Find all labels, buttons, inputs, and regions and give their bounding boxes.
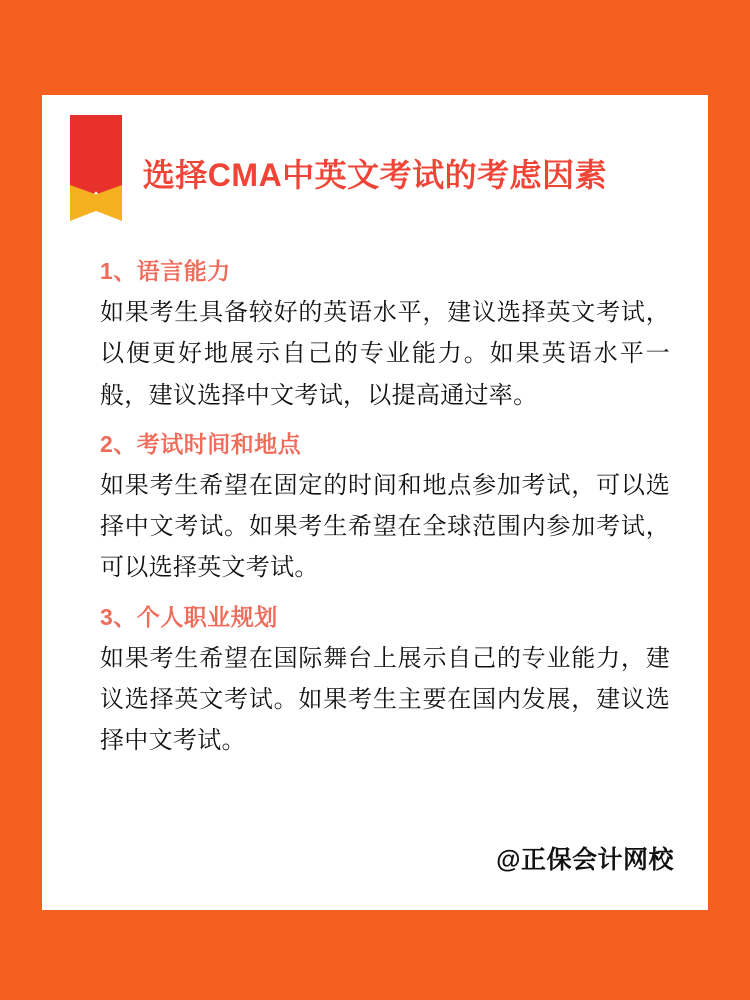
section-paragraph: 如果考生希望在固定的时间和地点参加考试，可以选择中文考试。如果考生希望在全球范围内参加考试，可以选择英文考试。	[100, 471, 670, 582]
watermark-signature: @正保会计网校	[496, 846, 674, 874]
page-title: 选择CMA中英文考试的考虑因素	[142, 157, 608, 193]
section-heading: 1、语言能力	[100, 258, 231, 284]
section-heading: 3、个人职业规划	[100, 603, 278, 630]
section-item	[100, 426, 670, 589]
section-paragraph: 如果考生希望在国际舞台上展示自己的专业能力，建议选择英文考试。如果考生主要在国内发展，建议选择中文考试。	[100, 644, 670, 755]
section-paragraph: 如果考生具备较好的英语水平，建议选择英文考试，以便更好地展示自己的专业能力。如果英语水平一般，建议选择中文考试，以提高通过率。	[100, 299, 670, 409]
content-body	[100, 243, 670, 765]
section-item	[100, 253, 670, 416]
poster-card	[42, 95, 708, 910]
section-heading: 2、考试时间和地点	[100, 430, 302, 457]
section-item	[100, 599, 670, 762]
